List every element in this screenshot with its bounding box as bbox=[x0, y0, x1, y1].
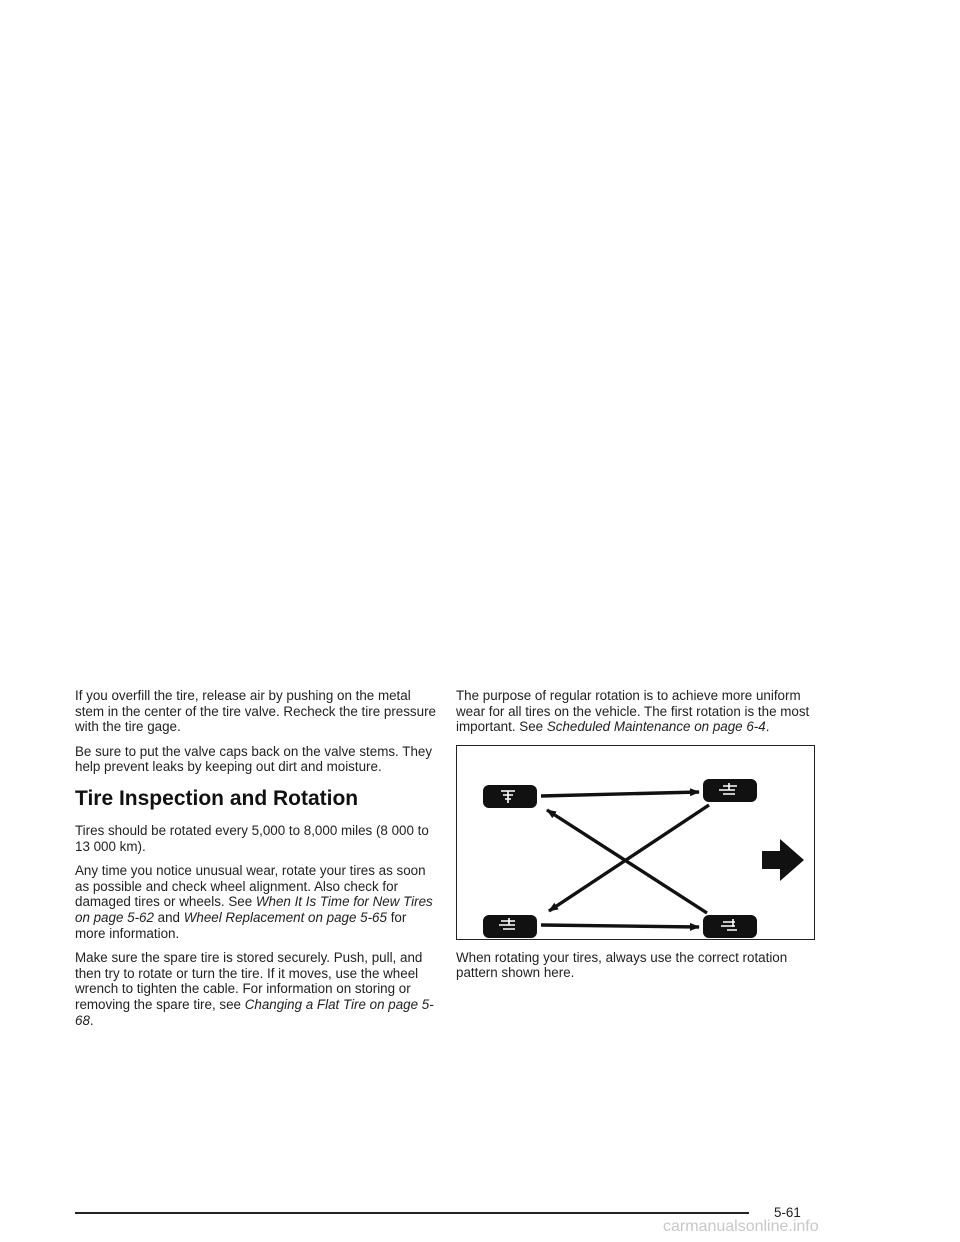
tire-rotation-diagram bbox=[456, 745, 815, 940]
footer-rule bbox=[75, 1212, 749, 1214]
tire-rear-left-icon bbox=[483, 915, 537, 938]
tire-rear-right-icon bbox=[703, 915, 757, 938]
right-column bbox=[456, 688, 818, 990]
forward-direction-arrow-icon bbox=[762, 839, 804, 881]
tire-front-left-icon bbox=[483, 785, 537, 808]
paragraph-spare-tire: Make sure the spare tire is stored securely. Push, pull, and then try to rotate or turn the tire. If it moves, use the wheel wrench to tighten the cable. For information on storing or removing the spare tire, see Changing a Flat Tire on page 5-68. bbox=[75, 950, 434, 1028]
paragraph-unusual-wear: Any time you notice unusual wear, rotate your tires as soon as possible and check wheel alignment. Also check for damaged tires or wheels. See When It Is Time for New Tires on page 5-62 and Wheel Replacement on page 5-65 for more information. bbox=[75, 863, 433, 941]
diagram-caption: When rotating your tires, always use the correct rotation pattern shown here. bbox=[456, 949, 788, 981]
tire-front-right-icon bbox=[703, 779, 757, 802]
paragraph-rotation-interval: Tires should be rotated every 5,000 to 8,000 miles (8 000 to 13 000 km). bbox=[75, 822, 429, 854]
paragraph-overfill: If you overfill the tire, release air by pushing on the metal stem in the center of the tire valve. Recheck the tire pressure with the tire gage. bbox=[75, 688, 436, 735]
link-scheduled-maintenance[interactable]: Scheduled Maintenance on page 6-4 bbox=[546, 719, 766, 735]
link-wheel-replacement[interactable]: Wheel Replacement on page 5-65 bbox=[183, 909, 387, 925]
arrow-front-right-to-rear-left bbox=[549, 805, 709, 911]
section-heading: Tire Inspection and Rotation bbox=[75, 786, 359, 810]
paragraph-valve-caps: Be sure to put the valve caps back on the valve stems. They help prevent leaks by keeping out dirt and moisture. bbox=[75, 743, 433, 775]
rotation-pattern-svg bbox=[457, 746, 814, 939]
arrow-rear-left-to-rear-right bbox=[541, 925, 699, 927]
watermark: carmanualsonline.info bbox=[663, 1218, 819, 1235]
link-changing-flat-tire[interactable]: Changing a Flat Tire on page 5-68 bbox=[75, 996, 434, 1028]
left-column bbox=[75, 688, 437, 1037]
paragraph-rotation-purpose: The purpose of regular rotation is to achieve more uniform wear for all tires on the vehicle. The first rotation is the most important. See Scheduled Maintenance on page 6-4. bbox=[456, 688, 810, 735]
link-new-tires[interactable]: When It Is Time for New Tires on page 5-62 bbox=[75, 894, 433, 925]
arrow-front-left-to-front-right bbox=[541, 792, 699, 796]
page-number: 5-61 bbox=[774, 1205, 801, 1220]
